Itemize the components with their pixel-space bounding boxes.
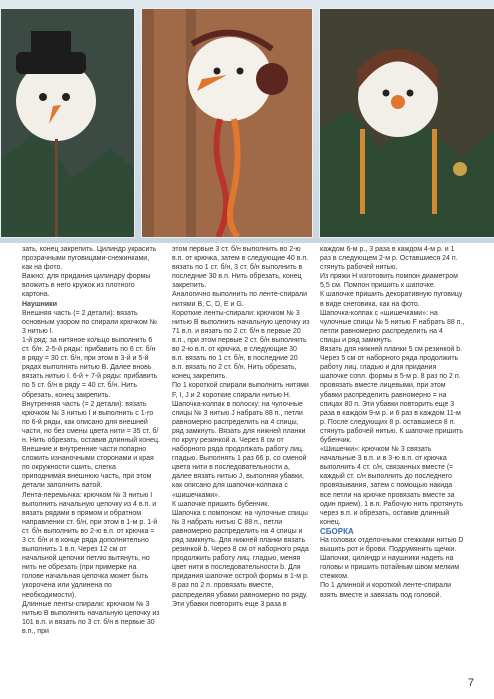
paragraph: зать, конец закрепить. Цилиндр украсить прозрачными пуговицами-снежинками, как на фото. bbox=[22, 246, 157, 272]
snowman-top-hat-illustration bbox=[1, 9, 134, 237]
paragraph: Шапочка с помпоном: на чулочные спицы № 3 набрать нитью C 88 п., петли равномерно распределить на 4 спицы и ряд замкнуть. Для нижней планки вязать резинкой b. Через 8 см от наборного ряда продолжить работу лиц. гладью, меняя цвет нити в последовательности b. Для придания шапочке острой формы в 1-м р. 8 раз по 2 п. провязать вместе, распределяя убавки равномерно по ряду. Эти убавки повторить еще 3 раза в bbox=[172, 509, 309, 608]
photo-snowman-hat-braids bbox=[319, 8, 494, 238]
paragraph: К шапочке пришить бубенчик. bbox=[172, 500, 270, 508]
paragraph: Внешняя часть (= 2 детали): вязать основным узором по спирали крючком № 3 нитью I. bbox=[22, 309, 158, 335]
paragraph: Короткие ленты-спирали: крючком № 3 нитью B выполнить начальную цепочку из 71 в.п. и вязать по 2 ст. б/н в первые 20 в.п., при этом первые 2 ст. б/н выполнить во 2-ю в.п. от крючка, в следующие 30 в.п. вязать по 1 ст. б/н, в последние 20 в.п. вязать по 2 ст. б/н. Нить обрезать, конец закрепить. bbox=[172, 309, 310, 381]
paragraph: этом первые 3 ст. б/н выполнить во 2-ю в.п. от крючка, затем в следующие 40 в.п. вязать по 1 ст. б/н, 3 ст. б/н выполнить в последние 30 в.п. Нить обрезать, конец закрепить. bbox=[172, 246, 309, 290]
paragraph: каждом 6-м р., 3 раза в каждом 4-м р. и 1 раз в следующем 2-м р. Оставшиеся 24 п. стянуть рабочей нитью. bbox=[320, 246, 458, 272]
photo-snowman-earmuffs bbox=[141, 8, 313, 238]
paragraph: Аналогично выполнить по ленте-спирали нитями B, C, D, E и G. bbox=[172, 291, 308, 308]
article-body bbox=[0, 245, 494, 699]
paragraph: По 1 короткой спирали выполнить нитями F, I, J и 2 короткие спирали нитью H. bbox=[172, 382, 309, 399]
section-heading: Наушники bbox=[22, 300, 58, 308]
paragraph: К шапочке пришить декоративную пуговицу в виде снеговика, как на фото. bbox=[320, 291, 463, 308]
page-number: 7 bbox=[467, 677, 474, 689]
column-2 bbox=[172, 245, 310, 609]
snowman-hat-braids-illustration bbox=[320, 9, 494, 237]
column-3 bbox=[320, 245, 465, 600]
paragraph: Длинные ленты-спирали: крючком № 3 нитью B выполнить начальную цепочку из 101 в.п. и вязать по 3 ст. б/н в первые 30 в.п., при bbox=[22, 600, 160, 635]
paragraph: Шапочка-колпак в полоску: на чулочные спицы № 3 нитью J набрать 88 п., петли равномерно распределить на 4 спицы, ряд замкнуть. Вязать для нижней планки по кругу резинкой а. Через 8 см от наборного ряда продолжать работу лиц. гладью. Выполнять 1 раз 66 р. со сменой цвета нити в последовательности a, далее вязать нитью J, выполняя убавки, как описано для шапочки-колпака с «шишечками». bbox=[172, 400, 307, 499]
paragraph: По 1 длинной и короткой ленте-спирали взять вместе и завязать под головой. bbox=[320, 582, 452, 599]
column-1 bbox=[22, 245, 160, 636]
paragraph: Шапочка-колпак с «шишечками»: на чулочные спицы № 5 нитью F набрать 88 п., петли равномерно распределить на 4 спицы и ряд замкнуть. bbox=[320, 309, 465, 344]
photo-snowman-top-hat bbox=[0, 8, 135, 238]
snowman-earmuffs-illustration bbox=[142, 9, 312, 237]
paragraph: Внешние и внутренние части попарно сложить изнаночными сторонами и края по окружности сшить, слегка приподнимая внешнюю часть, при этом детали заполнить ватой. bbox=[22, 446, 154, 490]
photo-strip bbox=[0, 0, 494, 243]
paragraph: Внутренняя часть (= 2 детали): вязать крючком № 3 нитью I и выполнить с 1-го по 6-й ряды, как описано для внешней части, но без смены цвета нити = 35 ст. б/н. Нить обрезать, оставив длинный конец. bbox=[22, 400, 160, 444]
paragraph: «Шишечки»: крючком № 3 связать начальные 3 в.п. и в 3-ю в.п. от крючка выполнить 4 ст. с/н, связанных вместе (= каждый ст. с/н выполнить до последнего провязывания, затем с помощью накида все петли на крючке провязать вместе за один прием). 1 в.п. Рабочую нить протянуть через в.п. и обрезать, оставив длинный конец. bbox=[320, 446, 463, 526]
paragraph: Важно: для придания цилиндру формы вложить в него кружок из плотного картона. bbox=[22, 273, 151, 299]
paragraph: Из пряжи H изготовить помпон диаметром 5,5 см. Помпон пришить к шапочке. bbox=[320, 273, 458, 290]
paragraph: 1-й ряд: за нитяное кольцо выполнить 6 ст. б/н. 2-5-й ряды: прибавить по 6 ст. б/н в ряду = 30 ст. б/н, при этом в 3-й и 5-й рядах выполнять нитью B. Далее вновь вязать нитью I. 6-й + 7-й ряды: прибавить по 5 ст. б/н в ряду = 40 ст. б/н. Нить обрезать, конец закрепить. bbox=[22, 336, 158, 399]
paragraph: Вязать для нижней планки 5 см резинкой b. Через 5 см от наборного ряда продолжить работу лиц. гладью и для придания шапочке сопл. формы в 5-м р. 8 раз по 2 п. провязать вместе лицевыми, при этом убавки распределить равномерно = на спицах 80 п. Эти убавки повторить еще 3 раза в каждом 9-м р. и 6 раз в каждом 11-м р. После следующих 8 р. оставшиеся 8 п. стянуть рабочей нитью. К шапочке пришить бубенчик. bbox=[320, 346, 464, 444]
paragraph: На головах отделочными стежками нитью D вышить рот и брови. Подрумянить щечки. Шапочки, цилиндр и наушники надеть на головы и пришить потайным швом мелким стежком. bbox=[320, 537, 464, 581]
paragraph: Лента-перемычка: крючком № 3 нитью I выполнить начальную цепочку из 4 в.п. и вязать рядами в прямом и обратном направлении ст. б/н, при этом в 1-м р. 1-й ст. б/н выполнить во 2-ю в.п. от крючка = 3 ст. б/н и в конце ряда дополнительно выполнить 1 в.п. Через 12 см от начальной цепочки петлю вытянуть, но нить не обрезать (при примерке на голове начальная цепочка может быть укорочена или удлинена по необходимости). bbox=[22, 491, 158, 599]
assembly-heading: СБОРКА bbox=[320, 526, 354, 536]
